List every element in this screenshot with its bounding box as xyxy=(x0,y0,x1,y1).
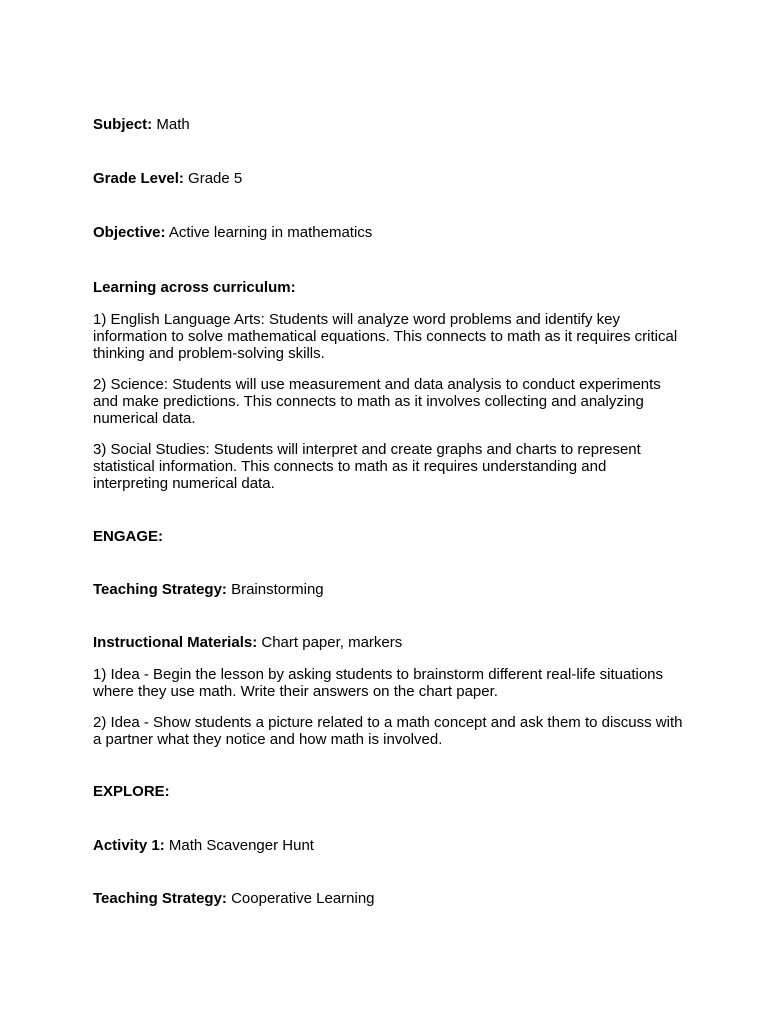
engage-materials-line xyxy=(93,634,402,651)
grade-level-label: Grade Level: xyxy=(93,170,184,187)
curriculum-item-ela: 1) English Language Arts: Students will analyze word problems and identify key information to solve mathematical equations. This connects to math as it requires critical thinking and problem-solving skills. xyxy=(93,311,678,362)
curriculum-heading: Learning across curriculum: xyxy=(93,279,296,296)
curriculum-item-social-studies: 3) Social Studies: Students will interpret and create graphs and charts to represent statistical information. This connects to math as it requires understanding and interpreting numerical data. xyxy=(93,441,641,492)
engage-heading: ENGAGE: xyxy=(93,528,164,545)
engage-idea-1: 1) Idea - Begin the lesson by asking students to brainstorm different real-life situations where they use math. Write their answers on the chart paper. xyxy=(93,666,664,700)
engage-strategy-label: Teaching Strategy: xyxy=(93,581,227,598)
explore-activity-value: Math Scavenger Hunt xyxy=(168,837,314,854)
engage-idea-2: 2) Idea - Show students a picture related to a math concept and ask them to discuss with a partner what they notice and how math is involved. xyxy=(93,714,683,748)
subject-label: Subject: xyxy=(93,116,153,133)
explore-activity-label: Activity 1: xyxy=(93,837,165,854)
explore-strategy-value: Cooperative Learning xyxy=(231,890,375,907)
explore-heading: EXPLORE: xyxy=(93,783,170,800)
subject-line xyxy=(93,116,190,133)
curriculum-item-science: 2) Science: Students will use measurement and data analysis to conduct experiments and make predictions. This connects to math as it involves collecting and analyzing numerical data. xyxy=(93,376,661,427)
explore-activity-line xyxy=(93,837,314,854)
objective-value: Active learning in mathematics xyxy=(168,224,373,241)
engage-materials-label: Instructional Materials: xyxy=(93,634,258,651)
objective-label: Objective: xyxy=(93,224,166,241)
engage-materials-value: Chart paper, markers xyxy=(261,634,403,651)
explore-strategy-label: Teaching Strategy: xyxy=(93,890,227,907)
subject-value: Math xyxy=(156,116,190,133)
engage-strategy-line xyxy=(93,581,324,598)
grade-level-line xyxy=(93,170,242,187)
objective-line xyxy=(93,224,372,241)
grade-level-value: Grade 5 xyxy=(188,170,243,187)
explore-strategy-line xyxy=(93,890,375,907)
engage-strategy-value: Brainstorming xyxy=(231,581,324,598)
